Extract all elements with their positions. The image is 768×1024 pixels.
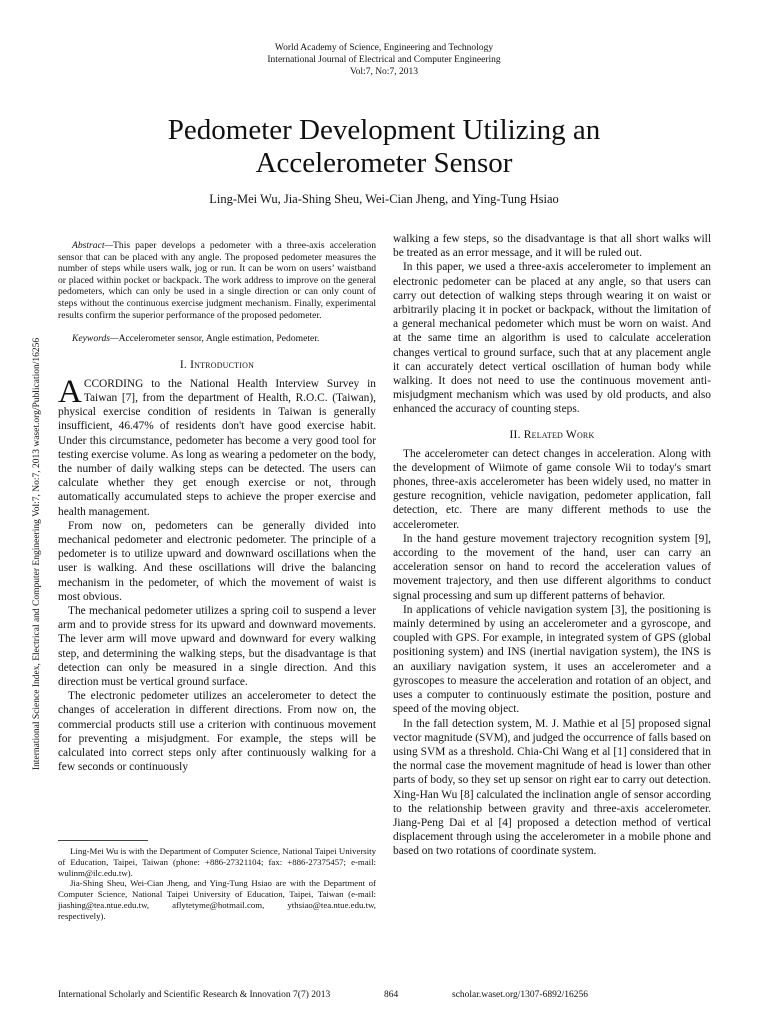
paper-title bbox=[0, 114, 768, 180]
related-paragraph-4: In the fall detection system, M. J. Mathie et al [5] proposed signal vector magnitude (SVM), and judged the occurrence of falls based on using SVM as a threshold. Chia-Chi Wang et al [1] considered that in the normal case the movement magnitude of head is lower than other parts of body, so they set up sensor on right ear to carry out detection. Xing-Han Wu [8] calculated the inclination angle of sensor according to the relationship between gravity and three-axis accelerometer. Jiang-Peng Dai et al [4] proposed a detection method of vertical displacement through using the accelerometer in a mobile phone and based on two rotations of coordinate system. bbox=[393, 717, 711, 858]
title-line-1: Pedometer Development Utilizing an bbox=[167, 114, 601, 146]
footer-publisher: International Scholarly and Scientific Research & Innovation 7(7) 2013 bbox=[58, 990, 331, 1000]
footer-url[interactable]: scholar.waset.org/1307-6892/16256 bbox=[452, 990, 588, 1000]
left-column bbox=[58, 240, 376, 774]
side-margin-citation: International Science Index, Electrical and Computer Engineering Vol:7, No:7, 2013 waset.org/Publication/16256 bbox=[32, 337, 42, 770]
related-paragraph-1: The accelerometer can detect changes in acceleration. Along with the development of Wiimote of game console Wii to today's smart phones, three-axis accelerometer has been widely used, no matter in gesture recognition, vehicle navigation, pedometer application, fall detection, etc. There are many different methods to use the accelerometer. bbox=[393, 447, 711, 531]
header-volume: Vol:7, No:7, 2013 bbox=[350, 67, 418, 77]
intro-paragraph-5: In this paper, we used a three-axis accelerometer to implement an electronic pedometer can be placed at any angle, so that users can carry out detection of walking steps through wearing it on waist or arbitrarily placing it in pocket or backpack, without the limitation of a general mechanical pedometer which must be worn on waist. And at the same time an algorithm is used to calculate acceleration changes vertical to ground surface, such that at any placement angle it can accurately detect vertical oscillation of human body while walking. It does not need to use the continuous movement anti-misjudgment mechanism which was used by old products, and also enhanced the accuracy of counting steps. bbox=[393, 261, 711, 416]
header-journal: International Journal of Electrical and Computer Engineering bbox=[267, 55, 501, 65]
author-list: Ling-Mei Wu, Jia-Shing Sheu, Wei-Cian Jheng, and Ying-Tung Hsiao bbox=[209, 192, 559, 206]
journal-header bbox=[0, 42, 768, 78]
intro-paragraph-1 bbox=[58, 373, 376, 519]
keywords bbox=[58, 333, 376, 345]
footnote-paragraph-2: Jia-Shing Sheu, Wei-Cian Jheng, and Ying-Tung Hsiao are with the Department of Computer Science, National Taipei University of Education, Taipei, Taiwan (e-mail: jiashing@tea.ntue.edu.tw, aflytetyme@hotmail.com, ythsiao@tea.ntue.edu.tw, respectively). bbox=[58, 878, 376, 921]
abstract-text: This paper develops a pedometer with a three-axis acceleration sensor that can be placed with any angle. The proposed pedometer measures the number of steps while users walk, jog or run. It can be worn on users’ waistband or placed within pocket or backpack. The work address to improve on the general pedometers, which can only be used in a single direction or can only count of steps without the continuous exercise judgment mechanism. Finally, experimental results confirm the superior performance of the proposed pedometer. bbox=[58, 240, 376, 321]
abstract bbox=[58, 240, 376, 321]
intro-paragraph-1-text: CCORDING to the National Health Interview Survey in Taiwan [7], from the department of Health, R.O.C. (Taiwan), physical exercise condition of residents in Taiwan is generally insufficient, 46.47% of residents don't have good exercise habit. Under this circumstance, pedometer has become a very good tool for testing exercise volume. As long as wearing a pedometer on the body, the number of daily walking steps can be detected. The users can calculate whether they get enough exercise or not, through automatically accumulated steps to achieve the proper exercise and health management. bbox=[58, 377, 376, 518]
related-paragraph-3: In applications of vehicle navigation system [3], the positioning is mainly determined by using an accelerometer and a gyroscope, and coupled with GPS. For example, in integrated system of GPS (global positioning system) and INS (inertial navigation system), the INS is an auxiliary navigation system, it uses an accelerometer and a gyroscopes to measure the acceleration and rotation of an object, and uses a computer to continuously estimate the position, posture and speed of the moving object. bbox=[393, 603, 711, 716]
title-line-2: Accelerometer Sensor bbox=[255, 147, 513, 179]
intro-paragraph-4: The electronic pedometer utilizes an accelerometer to detect the changes of acceleration in different directions. From now on, the commercial products still use a criterion with continuous movement for preventing a misjudgment. For example, the steps will be calculated into correct steps only after continuously walking for a few seconds or continuously bbox=[58, 690, 376, 774]
page-number: 864 bbox=[384, 990, 399, 1000]
keywords-text: Accelerometer sensor, Angle estimation, Pedometer. bbox=[118, 333, 320, 345]
footnote-paragraph-1: Ling-Mei Wu is with the Department of Computer Science, National Taipei University of Education, Taipei, Taiwan (phone: +886-27321104; fax: +886-27375457; e-mail: wulinm@ilc.edu.tw). bbox=[58, 846, 376, 878]
section-heading-introduction: I. Introduction bbox=[179, 358, 255, 371]
intro-paragraph-2: From now on, pedometers can be generally divided into mechanical pedometer and electronic pedometer. The principle of a pedometer is to utilize upward and downward oscillations when the user is walking. And these oscillations will drive the balancing mechanism in the pedometer, of which the movement of waist is most obvious. bbox=[58, 519, 376, 603]
drop-cap: A bbox=[58, 373, 82, 410]
related-paragraph-2: In the hand gesture movement trajectory recognition system [9], according to the movement of the hand, user can carry an acceleration sensor on hand to record the acceleration values of movement trajectory, and then use different algorithms to conduct signal processing and sum up different patterns of behavior. bbox=[393, 532, 711, 602]
header-academy: World Academy of Science, Engineering and Technology bbox=[274, 43, 494, 53]
abstract-dash: — bbox=[104, 240, 114, 251]
footnote-rule bbox=[58, 840, 148, 841]
intro-paragraph-3: The mechanical pedometer utilizes a spring coil to suspend a lever arm and to provide stress for its upward and downward movements. The lever arm will move upward and downward for every walking step, and determining the walking steps, but the disadvantage is that detection can only be measured in a single direction. And this direction must be vertical ground surface. bbox=[58, 605, 376, 689]
keywords-dash: — bbox=[110, 333, 119, 345]
right-column bbox=[393, 232, 711, 859]
keywords-label: Keywords bbox=[72, 333, 111, 345]
author-footnote bbox=[58, 846, 376, 922]
section-heading-related-work: II. Related Work bbox=[509, 428, 595, 441]
continued-paragraph: walking a few steps, so the disadvantage is that all short walks will be treated as an error message, and it will be ruled out. bbox=[393, 233, 711, 260]
abstract-label: Abstract bbox=[72, 240, 105, 251]
